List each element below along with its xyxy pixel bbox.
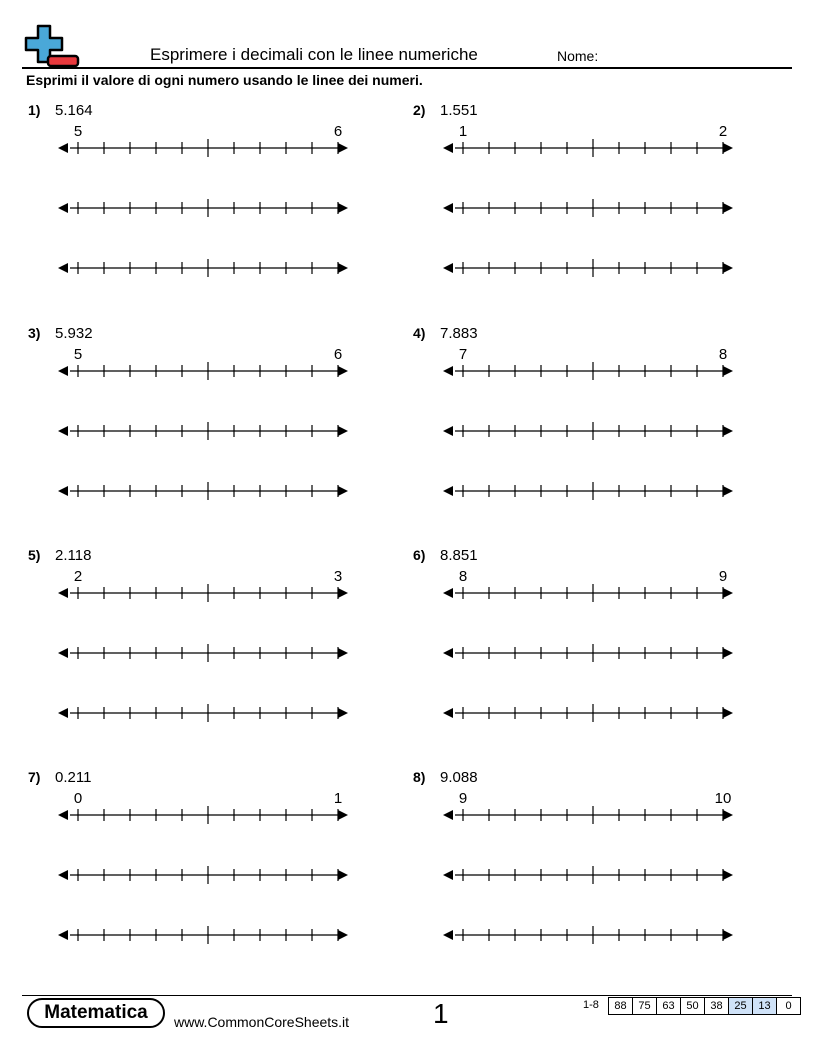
right-arrow-icon (338, 870, 348, 880)
number-line-2 (413, 643, 773, 663)
number-line-1 (28, 138, 388, 158)
right-arrow-icon (338, 588, 348, 598)
end-label: 2 (718, 123, 728, 140)
number-line-1 (28, 805, 388, 825)
end-label: 9 (718, 568, 728, 585)
left-arrow-icon (443, 810, 453, 820)
problem-number: 2) (413, 102, 426, 118)
left-arrow-icon (443, 588, 453, 598)
left-arrow-icon (443, 366, 453, 376)
number-line-1 (28, 583, 388, 603)
right-arrow-icon (723, 143, 733, 153)
number-line-2 (413, 421, 773, 441)
left-arrow-icon (58, 203, 68, 213)
right-arrow-icon (723, 810, 733, 820)
plus-minus-logo-icon (22, 24, 80, 68)
left-arrow-icon (443, 870, 453, 880)
score-cell: 63 (656, 997, 681, 1015)
problem-number: 7) (28, 769, 41, 785)
right-arrow-icon (723, 870, 733, 880)
left-arrow-icon (443, 263, 453, 273)
number-line-2 (28, 643, 388, 663)
right-arrow-icon (338, 263, 348, 273)
start-label: 2 (73, 568, 83, 585)
number-line-3 (28, 925, 388, 945)
problem-value: 5.932 (55, 325, 93, 342)
problem-6 (413, 547, 773, 747)
problem-number: 5) (28, 547, 41, 563)
score-cell: 88 (608, 997, 633, 1015)
right-arrow-icon (723, 588, 733, 598)
brand-badge: Matematica (27, 998, 165, 1028)
problem-5 (28, 547, 388, 747)
end-label: 3 (333, 568, 343, 585)
score-cell: 50 (680, 997, 705, 1015)
number-line-2 (28, 865, 388, 885)
right-arrow-icon (723, 366, 733, 376)
start-label: 9 (458, 790, 468, 807)
end-label: 6 (333, 346, 343, 363)
problem-number: 3) (28, 325, 41, 341)
number-line-1 (413, 583, 773, 603)
right-arrow-icon (338, 426, 348, 436)
problem-number: 8) (413, 769, 426, 785)
problem-value: 9.088 (440, 769, 478, 786)
problem-2 (413, 102, 773, 302)
left-arrow-icon (443, 143, 453, 153)
number-line-2 (413, 865, 773, 885)
left-arrow-icon (58, 588, 68, 598)
start-label: 0 (73, 790, 83, 807)
number-line-3 (413, 481, 773, 501)
number-line-3 (413, 703, 773, 723)
right-arrow-icon (338, 143, 348, 153)
right-arrow-icon (723, 426, 733, 436)
problem-1 (28, 102, 388, 302)
problem-8 (413, 769, 773, 969)
left-arrow-icon (58, 486, 68, 496)
left-arrow-icon (443, 426, 453, 436)
start-label: 5 (73, 123, 83, 140)
number-line-1 (413, 138, 773, 158)
number-line-2 (413, 198, 773, 218)
problem-number: 1) (28, 102, 41, 118)
left-arrow-icon (58, 366, 68, 376)
left-arrow-icon (58, 143, 68, 153)
problem-7 (28, 769, 388, 969)
left-arrow-icon (58, 930, 68, 940)
right-arrow-icon (723, 708, 733, 718)
left-arrow-icon (443, 486, 453, 496)
right-arrow-icon (338, 366, 348, 376)
left-arrow-icon (443, 930, 453, 940)
number-line-2 (28, 421, 388, 441)
left-arrow-icon (58, 648, 68, 658)
right-arrow-icon (338, 486, 348, 496)
page-number: 1 (433, 998, 449, 1029)
problem-value: 8.851 (440, 547, 478, 564)
number-line-2 (28, 198, 388, 218)
start-label: 5 (73, 346, 83, 363)
right-arrow-icon (723, 648, 733, 658)
problem-3 (28, 325, 388, 525)
problem-number: 6) (413, 547, 426, 563)
right-arrow-icon (338, 930, 348, 940)
footer-rule (22, 995, 792, 996)
problem-4 (413, 325, 773, 525)
score-cell: 38 (704, 997, 729, 1015)
problem-value: 1.551 (440, 102, 478, 119)
instructions: Esprimi il valore di ogni numero usando le linee dei numeri. (26, 72, 423, 88)
left-arrow-icon (58, 810, 68, 820)
start-label: 7 (458, 346, 468, 363)
right-arrow-icon (723, 263, 733, 273)
problem-value: 7.883 (440, 325, 478, 342)
left-arrow-icon (443, 203, 453, 213)
score-table (609, 997, 801, 1015)
header-rule (22, 67, 792, 69)
end-label: 10 (714, 790, 732, 807)
left-arrow-icon (58, 708, 68, 718)
end-label: 8 (718, 346, 728, 363)
left-arrow-icon (58, 426, 68, 436)
right-arrow-icon (723, 930, 733, 940)
score-range: 1-8 (583, 999, 599, 1011)
number-line-3 (28, 481, 388, 501)
start-label: 1 (458, 123, 468, 140)
score-cell: 25 (728, 997, 753, 1015)
number-line-1 (413, 361, 773, 381)
problem-number: 4) (413, 325, 426, 341)
left-arrow-icon (58, 870, 68, 880)
score-cell: 75 (632, 997, 657, 1015)
end-label: 6 (333, 123, 343, 140)
right-arrow-icon (723, 203, 733, 213)
number-line-3 (413, 258, 773, 278)
number-line-1 (28, 361, 388, 381)
right-arrow-icon (338, 648, 348, 658)
problem-value: 5.164 (55, 102, 93, 119)
number-line-3 (28, 703, 388, 723)
start-label: 8 (458, 568, 468, 585)
end-label: 1 (333, 790, 343, 807)
left-arrow-icon (443, 708, 453, 718)
score-cell: 0 (776, 997, 801, 1015)
number-line-3 (413, 925, 773, 945)
website-link[interactable]: www.CommonCoreSheets.it (174, 1014, 350, 1030)
left-arrow-icon (58, 263, 68, 273)
number-line-1 (413, 805, 773, 825)
problem-value: 0.211 (55, 769, 92, 786)
right-arrow-icon (338, 203, 348, 213)
page-title: Esprimere i decimali con le linee numeriche (150, 45, 478, 64)
left-arrow-icon (443, 648, 453, 658)
name-label: Nome: (557, 48, 599, 64)
problem-value: 2.118 (55, 547, 92, 564)
right-arrow-icon (723, 486, 733, 496)
number-line-3 (28, 258, 388, 278)
right-arrow-icon (338, 810, 348, 820)
score-cell: 13 (752, 997, 777, 1015)
right-arrow-icon (338, 708, 348, 718)
